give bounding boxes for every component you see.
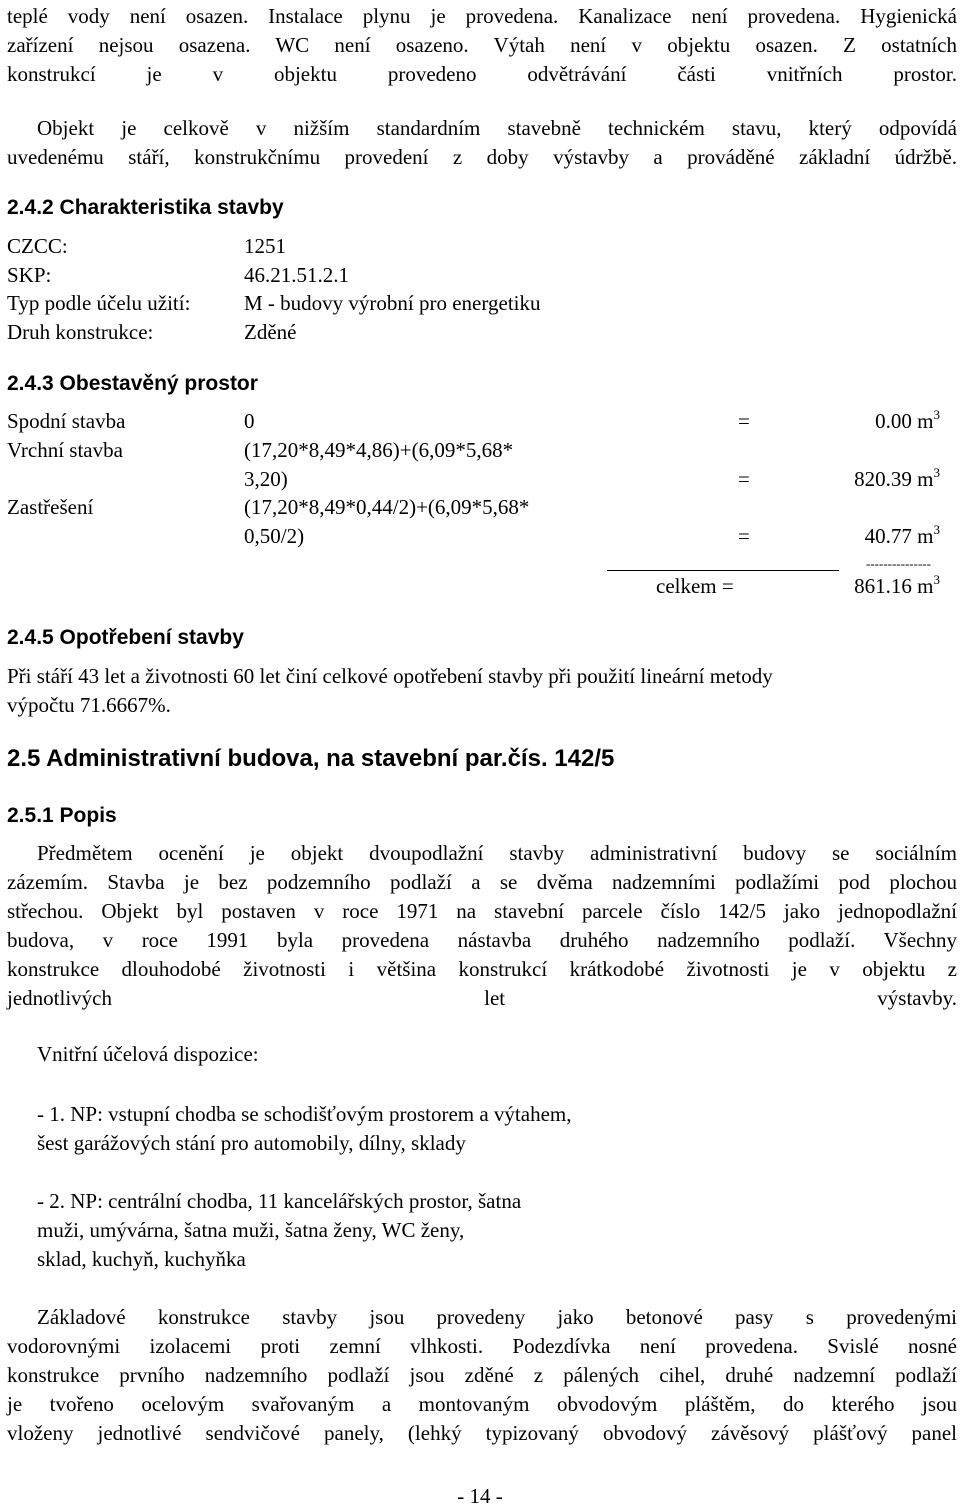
volume-formula: (17,20*8,49*4,86)+(6,09*5,68* [244,438,514,462]
volume-value: 820.39 $m^3$ [854,465,940,491]
list-item: - 2. NP: centrální chodba, 11 kancelářských prostor, šatna [37,1189,522,1213]
text-line: teplé vody není osazen. Instalace plynu je provedena. Kanalizace není provedena. Hygienická [7,4,957,28]
text-line: výpočtu 71.6667%. [7,693,171,717]
text-line: budova, v roce 1991 byla provedena nástavba druhého nadzemního podlaží. Všechny [7,928,957,952]
text-line: jednotlivých let výstavby. [7,986,957,1010]
volume-label: Vrchní stavba [7,438,123,462]
property-key: Druh konstrukce: [7,320,154,344]
text-line: zázemím. Stavba je bez podzemního podlaží a se dvěma nadzemními podlažími pod plochou [7,870,957,894]
description-paragraph [7,839,957,1013]
list-item: šest garážových stání pro automobily, dílny, sklady [37,1131,466,1155]
equals-sign: = [738,409,750,433]
volume-formula-cont: 0,50/2) [244,524,305,548]
wear-paragraph [7,662,773,720]
text-line: vodorovnými izolacemi proti zemní vlhkosti. Podezdívka není provedena. Svislé nosné [7,1334,957,1358]
volume-value: 0.00 $m^3$ [875,407,940,433]
section-heading-2-4-2: 2.4.2 Charakteristika stavby [7,196,284,219]
total-value: 861.16 $m^3$ [854,572,940,598]
list-item: sklad, kuchyň, kuchyňka [37,1247,246,1271]
volume-value: 40.77 $m^3$ [864,522,940,548]
text-line: zařízení nejsou osazena. WC není osazeno. Výtah není v objektu osazen. Z ostatních [7,33,957,57]
total-label: celkem = [656,574,734,598]
intro-paragraph [7,2,957,89]
disposition-title: Vnitřní účelová dispozice: [37,1042,259,1066]
sum-dashes: --------------- [866,556,931,571]
volume-formula: (17,20*8,49*0,44/2)+(6,09*5,68* [244,495,530,519]
section-heading-2-5-1: 2.5.1 Popis [7,804,117,827]
volume-formula-cont: 3,20) [244,467,288,491]
list-item: - 1. NP: vstupní chodba se schodišťovým prostorem a výtahem, [37,1102,572,1126]
property-key: CZCC: [7,234,68,258]
text-line: uvedenému stáří, konstrukčnímu provedení z doby výstavby a prováděné základní údržbě. [7,145,957,169]
equals-sign: = [738,524,750,548]
text-line: střechou. Objekt byl postaven v roce 1971 na stavební parcele číslo 142/5 jako jednopodlažní [7,899,957,923]
property-value: 1251 [244,234,286,258]
disposition-1np [7,1100,572,1158]
construction-paragraph [7,1303,957,1448]
section-heading-2-5: 2.5 Administrativní budova, na stavební par.čís. 142/5 [7,745,615,772]
volume-formula: 0 [244,409,255,433]
disposition-2np [7,1187,521,1274]
sum-rule [607,570,839,571]
text-line: konstrukce dlouhodobé životnosti i většina konstrukcí krátkodobé životnosti je v objektu z [7,957,957,981]
property-key: Typ podle účelu užití: [7,291,191,315]
property-value: M - budovy výrobní pro energetiku [244,291,541,315]
property-key: SKP: [7,263,52,287]
section-heading-2-4-3: 2.4.3 Obestavěný prostor [7,372,258,395]
text-line: konstrukce prvního nadzemního podlaží jsou zděné z pálených cihel, druhé nadzemní podlaží [7,1363,957,1387]
text-line: Základové konstrukce stavby jsou provedeny jako betonové pasy s provedenými [37,1305,957,1329]
text-line: je tvořeno ocelovým svařovaným a montovaným obvodovým pláštěm, do kterého jsou [7,1392,957,1416]
text-line: konstrukcí je v objektu provedeno odvětrávání části vnitřních prostor. [7,62,957,86]
equals-sign: = [738,467,750,491]
page-number: - 14 - [457,1484,503,1508]
property-value: Zděné [244,320,297,344]
volume-label: Spodní stavba [7,409,126,433]
text-line: vloženy jednotlivé sendvičové panely, (lehký typizovaný obvodový závěsový plášťový panel [7,1421,957,1445]
state-paragraph [7,114,957,172]
property-value: 46.21.51.2.1 [244,263,349,287]
text-line: Předmětem ocenění je objekt dvoupodlažní stavby administrativní budovy se sociálním [37,841,957,865]
text-line: Při stáří 43 let a životnosti 60 let činí celkové opotřebení stavby při použití lineární metody [7,664,773,688]
section-heading-2-4-5: 2.4.5 Opotřebení stavby [7,626,244,649]
list-item: muži, umývárna, šatna muži, šatna ženy, WC ženy, [37,1218,465,1242]
volume-label: Zastřešení [7,495,94,519]
text-line: Objekt je celkově v nižším standardním stavebně technickém stavu, který odpovídá [37,116,957,140]
